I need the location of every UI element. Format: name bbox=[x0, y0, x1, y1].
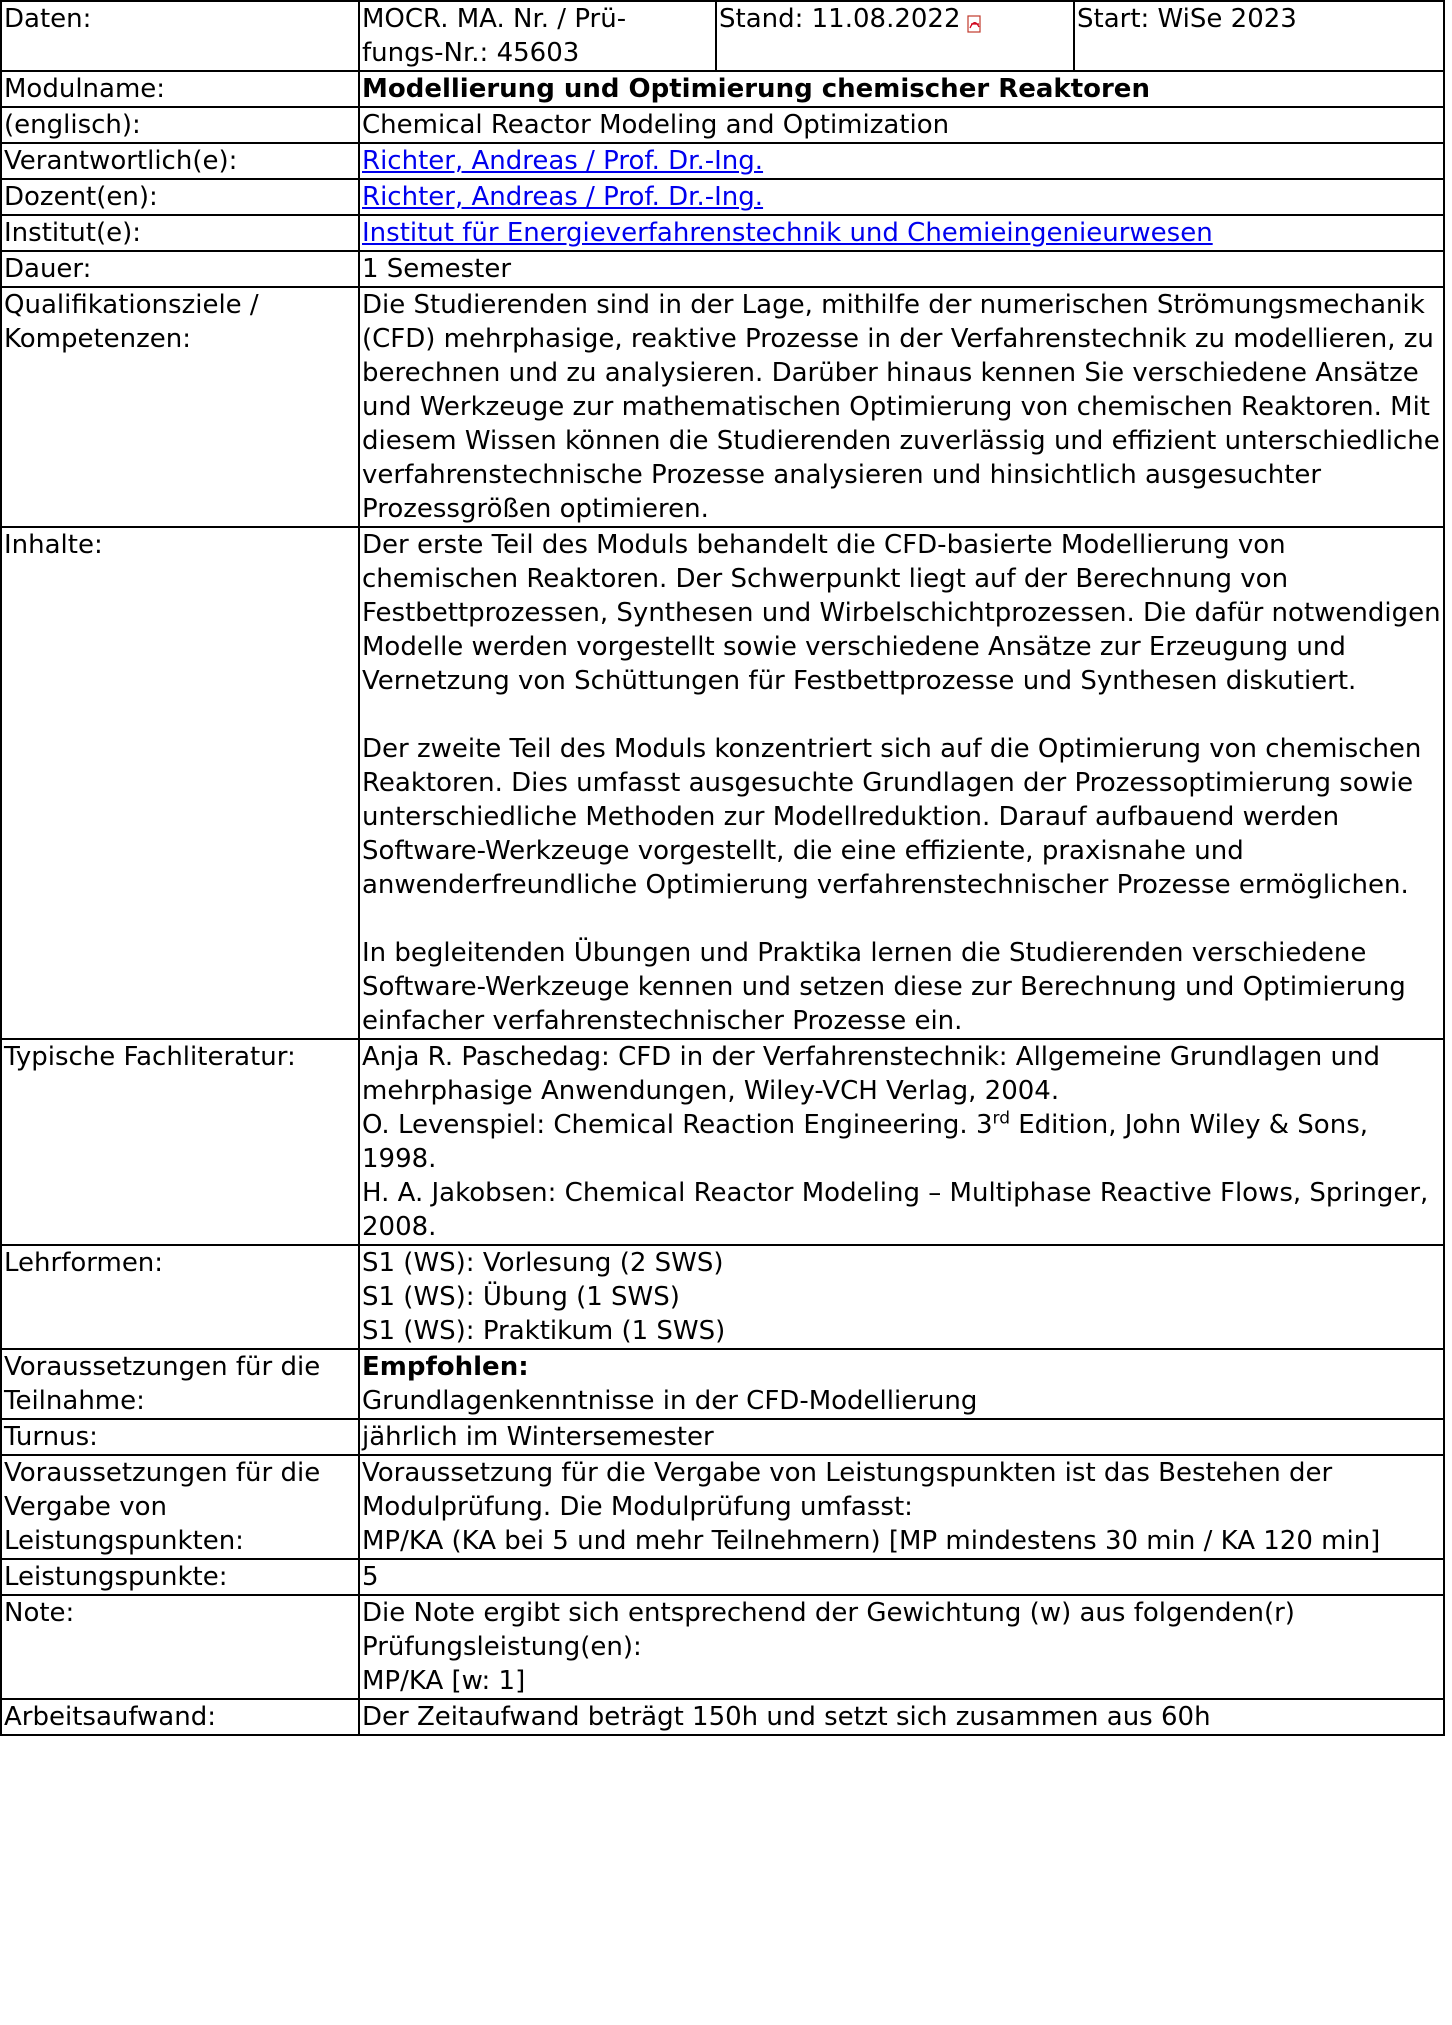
modulname-label: Modulname: bbox=[1, 71, 359, 107]
daten-label: Daten: bbox=[1, 1, 359, 71]
arbeitsaufwand-label: Arbeitsaufwand: bbox=[1, 1699, 359, 1735]
row-turnus bbox=[1, 1419, 1444, 1455]
inhalte-label: Inhalte: bbox=[1, 527, 359, 1039]
institut-link[interactable]: Institut für Energieverfahrenstechnik und Chemieingenieurwesen bbox=[362, 218, 1213, 248]
note-text: Die Note ergibt sich entsprechend der Gewichtung (w) aus folgenden(r) Prüfungsleistung(en): bbox=[362, 1598, 1295, 1662]
literatur-item-sup: rd bbox=[992, 1108, 1010, 1129]
row-leistungspunkte bbox=[1, 1559, 1444, 1595]
voraussetzungen-teilnahme-cell bbox=[359, 1349, 1444, 1419]
row-modulname bbox=[1, 71, 1444, 107]
row-voraussetzungen-teilnahme bbox=[1, 1349, 1444, 1419]
row-literatur bbox=[1, 1039, 1444, 1245]
englisch-value: Chemical Reactor Modeling and Optimization bbox=[359, 107, 1444, 143]
literatur-item-text: Edition, John Wiley & Sons, 1998. bbox=[362, 1110, 1369, 1174]
literatur-item: Anja R. Paschedag: CFD in der Verfahrenstechnik: Allgemeine Grundlagen und mehrphasige Anwendungen, Wiley-VCH Verlag, 2004. bbox=[362, 1042, 1380, 1106]
row-arbeitsaufwand bbox=[1, 1699, 1444, 1735]
verantwortlich-label: Verantwortlich(e): bbox=[1, 143, 359, 179]
note-cell bbox=[359, 1595, 1444, 1699]
institut-cell bbox=[359, 215, 1444, 251]
verantwortlich-link[interactable]: Richter, Andreas / Prof. Dr.-Ing. bbox=[362, 146, 764, 176]
voraussetzungen-lp-label: Voraussetzungen für die Vergabe von Leistungspunkten: bbox=[1, 1455, 359, 1559]
literatur-item: H. A. Jakobsen: Chemical Reactor Modeling – Multiphase Reactive Flows, Springer, 2008. bbox=[362, 1178, 1429, 1242]
dozent-link[interactable]: Richter, Andreas / Prof. Dr.-Ing. bbox=[362, 182, 764, 212]
modulname-value: Modellierung und Optimierung chemischer Reaktoren bbox=[359, 71, 1444, 107]
qualifikation-label: Qualifikationsziele / Kompetenzen: bbox=[1, 287, 359, 527]
inhalte-paragraph-1: Der erste Teil des Moduls behandelt die CFD-basierte Modellierung von chemischen Reaktoren. Der Schwerpunkt liegt auf der Berechnung von Festbettprozessen, Synthesen und Wirbelschichtprozessen. Die dafür notwendigen Modelle werden vorgestellt sowie verschiedene Ansätze zur Erzeugung und Vernetzung von Schüttungen für Festbettprozesse und Synthesen diskutiert. bbox=[362, 530, 1441, 696]
module-number-cell bbox=[359, 1, 716, 71]
lehrform-item: S1 (WS): Vorlesung (2 SWS) bbox=[362, 1248, 724, 1278]
arbeitsaufwand-value: Der Zeitaufwand beträgt 150h und setzt sich zusammen aus 60h bbox=[359, 1699, 1444, 1735]
leistungspunkte-value: 5 bbox=[359, 1559, 1444, 1595]
literatur-item-text: O. Levenspiel: Chemical Reaction Engineering. 3 bbox=[362, 1110, 993, 1140]
module-number-line1: MOCR. MA. Nr. / Prü- bbox=[362, 4, 627, 34]
voraussetzungen-lp-pruefung: MP/KA (KA bei 5 und mehr Teilnehmern) [MP mindestens 30 min / KA 120 min] bbox=[362, 1526, 1381, 1556]
turnus-label: Turnus: bbox=[1, 1419, 359, 1455]
lehrform-item: S1 (WS): Praktikum (1 SWS) bbox=[362, 1316, 726, 1346]
row-qualifikation bbox=[1, 287, 1444, 527]
lehrformen-label: Lehrformen: bbox=[1, 1245, 359, 1349]
header-row bbox=[1, 1, 1444, 71]
voraussetzungen-teilnahme-label: Voraussetzungen für die Teilnahme: bbox=[1, 1349, 359, 1419]
row-dauer bbox=[1, 251, 1444, 287]
note-label: Note: bbox=[1, 1595, 359, 1699]
row-institut bbox=[1, 215, 1444, 251]
module-number-line2: fungs-Nr.: 45603 bbox=[362, 38, 580, 68]
inhalte-paragraph-2: Der zweite Teil des Moduls konzentriert sich auf die Optimierung von chemischen Reaktoren. Dies umfasst ausgesuchte Grundlagen der Prozessoptimierung sowie unterschiedliche Methoden zur Modellreduktion. Darauf aufbauend werden Software-Werkzeuge vorgestellt, die eine effiziente, praxisnahe und anwenderfreundliche Optimierung verfahrenstechnischer Prozesse ermöglichen. bbox=[362, 734, 1422, 900]
voraussetzungen-lp-text: Voraussetzung für die Vergabe von Leistungspunkten ist das Bestehen der Modulprüfung. Die Modulprüfung umfasst: bbox=[362, 1458, 1333, 1522]
row-englisch bbox=[1, 107, 1444, 143]
qualifikation-value: Die Studierenden sind in der Lage, mithilfe der numerischen Strömungsmechanik (CFD) mehrphasige, reaktive Prozesse in der Verfahrenstechnik zu modellieren, zu berechnen und zu analysieren. Darüber hinaus kennen Sie verschiedene Ansätze und Werkzeuge zur mathematischen Optimierung von chemischen Reaktoren. Mit diesem Wissen können die Studierenden zuverlässig und effizient unterschiedliche verfahrenstechnische Prozesse analysieren und hinsichtlich ausgesuchter Prozessgrößen optimieren. bbox=[359, 287, 1444, 527]
dauer-label: Dauer: bbox=[1, 251, 359, 287]
start-cell: Start: WiSe 2023 bbox=[1074, 1, 1444, 71]
inhalte-cell bbox=[359, 527, 1444, 1039]
voraussetzungen-lp-cell bbox=[359, 1455, 1444, 1559]
englisch-label: (englisch): bbox=[1, 107, 359, 143]
row-lehrformen bbox=[1, 1245, 1444, 1349]
empfohlen-heading: Empfohlen: bbox=[362, 1352, 529, 1382]
turnus-value: jährlich im Wintersemester bbox=[359, 1419, 1444, 1455]
row-inhalte bbox=[1, 527, 1444, 1039]
row-verantwortlich bbox=[1, 143, 1444, 179]
institut-label: Institut(e): bbox=[1, 215, 359, 251]
lehrformen-cell bbox=[359, 1245, 1444, 1349]
row-voraussetzungen-lp bbox=[1, 1455, 1444, 1559]
dozent-cell bbox=[359, 179, 1444, 215]
row-note bbox=[1, 1595, 1444, 1699]
voraussetzungen-teilnahme-value: Grundlagenkenntnisse in der CFD-Modellierung bbox=[362, 1386, 978, 1416]
literatur-cell bbox=[359, 1039, 1444, 1245]
dozent-label: Dozent(en): bbox=[1, 179, 359, 215]
inhalte-paragraph-3: In begleitenden Übungen und Praktika lernen die Studierenden verschiedene Software-Werkzeuge kennen und setzen diese zur Berechnung und Optimierung einfacher verfahrenstechnischer Prozesse ein. bbox=[362, 938, 1406, 1036]
pdf-icon[interactable] bbox=[967, 8, 983, 26]
verantwortlich-cell bbox=[359, 143, 1444, 179]
note-weighting: MP/KA [w: 1] bbox=[362, 1666, 526, 1696]
dauer-value: 1 Semester bbox=[359, 251, 1444, 287]
literatur-item bbox=[362, 1108, 1441, 1176]
row-dozent bbox=[1, 179, 1444, 215]
literatur-label: Typische Fachliteratur: bbox=[1, 1039, 359, 1245]
leistungspunkte-label: Leistungspunkte: bbox=[1, 1559, 359, 1595]
lehrform-item: S1 (WS): Übung (1 SWS) bbox=[362, 1282, 680, 1312]
stand-date: Stand: 11.08.2022 bbox=[719, 4, 961, 34]
stand-cell bbox=[716, 1, 1074, 71]
